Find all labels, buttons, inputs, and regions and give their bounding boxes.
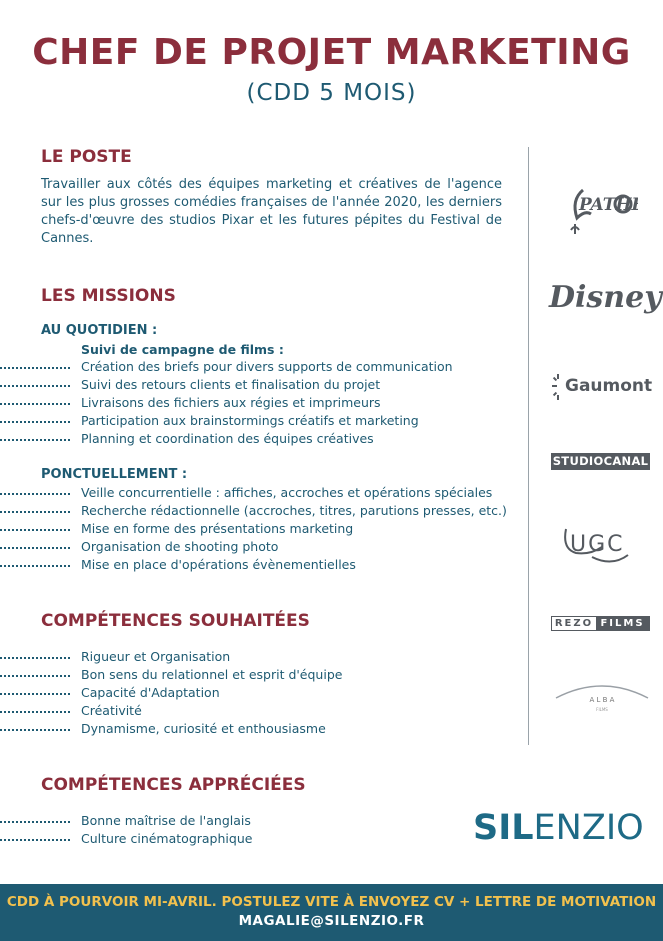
appreciees-list bbox=[0, 812, 252, 848]
rezo-logo-text: REZO bbox=[554, 618, 594, 629]
list-item: Recherche rédactionnelle (accroches, titres, parutions presses, etc.) bbox=[0, 502, 507, 520]
alba-logo-text: A L B A bbox=[589, 696, 615, 704]
list-item: Culture cinématographique bbox=[0, 830, 252, 848]
list-item: Capacité d'Adaptation bbox=[0, 684, 342, 702]
gaumont-logo bbox=[551, 372, 653, 402]
pathe-logo bbox=[563, 180, 638, 236]
list-item: Planning et coordination des équipes créatives bbox=[0, 430, 453, 448]
list-item: Création des briefs pour divers supports de communication bbox=[0, 358, 453, 376]
list-item: Suivi des retours clients et finalisation du projet bbox=[0, 376, 453, 394]
studiocanal-logo: STUDIOCANAL bbox=[552, 454, 649, 468]
quotidien-label: AU QUOTIDIEN : bbox=[41, 323, 158, 338]
alba-films-text: FILMS bbox=[596, 707, 608, 712]
rezo-films-logo bbox=[551, 616, 650, 631]
ugc-logo bbox=[562, 523, 632, 567]
footer-banner bbox=[0, 884, 663, 941]
ponctuellement-label: PONCTUELLEMENT : bbox=[41, 467, 188, 482]
logo-divider bbox=[528, 147, 529, 745]
footer-email[interactable]: MAGALIE@SILENZIO.FR bbox=[238, 913, 425, 929]
list-item: Bonne maîtrise de l'anglais bbox=[0, 812, 252, 830]
list-item: Bon sens du relationnel et esprit d'équipe bbox=[0, 666, 342, 684]
pathe-logo-text: PATHÉ bbox=[579, 195, 638, 215]
section-heading-poste: LE POSTE bbox=[41, 147, 132, 167]
list-item: Livraisons des fichiers aux régies et imprimeurs bbox=[0, 394, 453, 412]
footer-call-to-action: CDD À POURVOIR MI-AVRIL. POSTULEZ VITE À ENVOYEZ CV + LETTRE DE MOTIVATION bbox=[6, 894, 657, 910]
quotidien-list bbox=[0, 358, 453, 448]
silenzio-logo bbox=[473, 808, 644, 848]
list-item: Participation aux brainstormings créatifs et marketing bbox=[0, 412, 453, 430]
job-subtitle: (CDD 5 MOIS) bbox=[246, 80, 417, 106]
list-item: Mise en place d'opérations évènementielles bbox=[0, 556, 507, 574]
ugc-logo-text: UGC bbox=[570, 532, 625, 557]
films-logo-text: FILMS bbox=[596, 617, 649, 630]
job-title: CHEF DE PROJET MARKETING bbox=[32, 32, 631, 73]
suivi-label: Suivi de campagne de films : bbox=[81, 342, 284, 357]
section-heading-missions: LES MISSIONS bbox=[41, 286, 176, 306]
list-item: Organisation de shooting photo bbox=[0, 538, 507, 556]
list-item: Créativité bbox=[0, 702, 342, 720]
alba-films-logo bbox=[554, 678, 650, 718]
silenzio-logo-bold: SIL bbox=[473, 808, 534, 848]
section-heading-souhaitees: COMPÉTENCES SOUHAITÉES bbox=[41, 611, 310, 631]
poste-description: Travailler aux côtés des équipes marketing et créatives de l'agence sur les plus grosses comédies françaises de l'année 2020, les derniers chefs-d'œuvre des studios Pixar et les futures pépites du Festival de Cannes. bbox=[41, 177, 502, 246]
disney-logo: Disney bbox=[549, 280, 662, 315]
list-item: Rigueur et Organisation bbox=[0, 648, 342, 666]
souhaitees-list bbox=[0, 648, 342, 738]
list-item: Mise en forme des présentations marketing bbox=[0, 520, 507, 538]
section-heading-appreciees: COMPÉTENCES APPRÉCIÉES bbox=[41, 775, 306, 795]
gaumont-logo-text: Gaumont bbox=[565, 376, 653, 396]
silenzio-logo-light: ENZIO bbox=[533, 808, 644, 848]
ponctuellement-list bbox=[0, 484, 507, 574]
list-item: Veille concurrentielle : affiches, accroches et opérations spéciales bbox=[0, 484, 507, 502]
list-item: Dynamisme, curiosité et enthousiasme bbox=[0, 720, 342, 738]
